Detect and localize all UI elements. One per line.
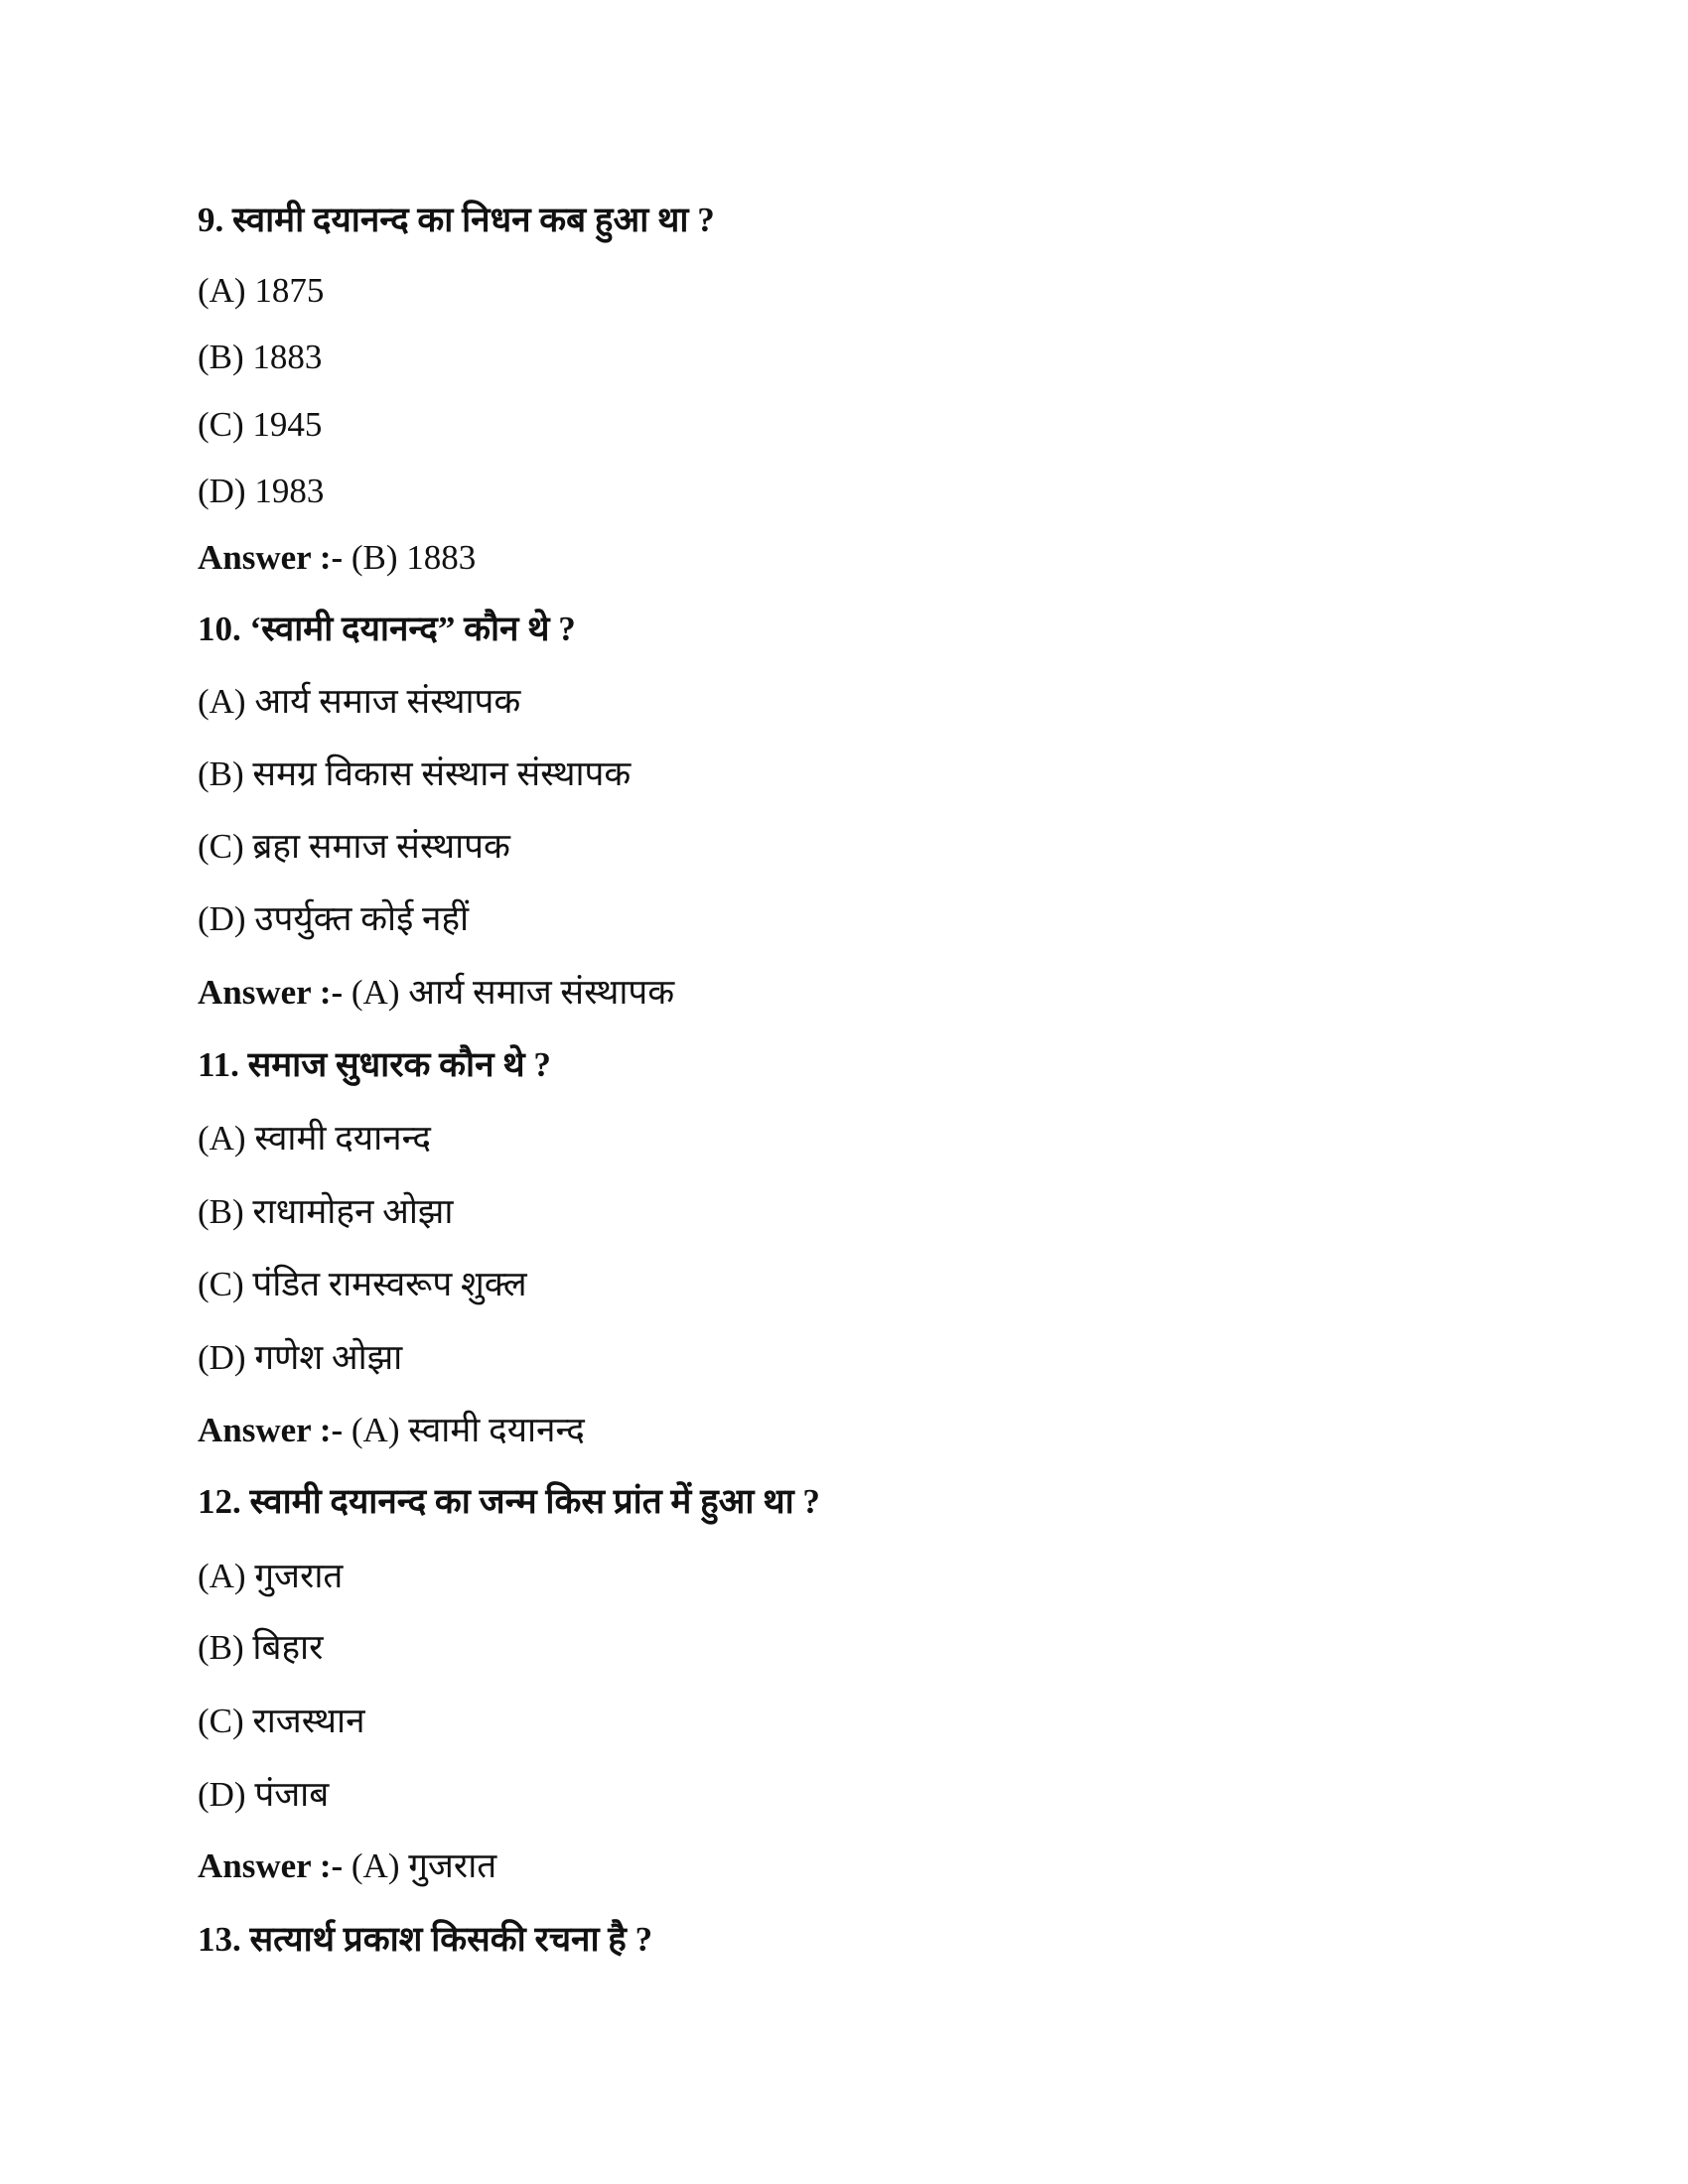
question-12-answer [198,1844,496,1888]
answer-value: (A) आर्य समाज संस्थापक [351,973,675,1012]
question-9-option-c: (C) 1945 [198,405,323,444]
question-13-title: 13. सत्यार्थ प्रकाश किसकी रचना है ? [198,1920,653,1959]
question-11-answer [198,1409,585,1452]
question-12-option-d: (D) पंजाब [198,1775,330,1814]
question-10-option-a: (A) आर्य समाज संस्थापक [198,682,521,721]
question-12-option-a: (A) गुजरात [198,1557,344,1595]
answer-value: (A) स्वामी दयानन्द [351,1411,585,1449]
answer-label: Answer :- [198,973,344,1012]
question-10-option-c: (C) ब्रहा समाज संस्थापक [198,827,510,866]
question-12-option-b: (B) बिहार [198,1628,324,1667]
question-10-option-b: (B) समग्र विकास संस्थान संस्थापक [198,754,632,793]
question-11-option-d: (D) गणेश ओझा [198,1338,403,1377]
question-9-option-a: (A) 1875 [198,271,325,310]
question-11-title: 11. समाज सुधारक कौन थे ? [198,1045,551,1084]
question-9-option-d: (D) 1983 [198,472,325,510]
answer-label: Answer :- [198,1846,344,1885]
question-9-option-b: (B) 1883 [198,338,323,376]
answer-label: Answer :- [198,538,344,577]
answer-value: (B) 1883 [351,538,477,577]
question-12-title: 12. स्वामी दयानन्द का जन्म किस प्रांत में हुआ था ? [198,1482,820,1521]
question-9-answer [198,536,476,580]
question-11-option-c: (C) पंडित रामस्वरूप शुक्ल [198,1265,527,1303]
answer-value: (A) गुजरात [351,1846,497,1885]
question-12-option-c: (C) राजस्थान [198,1702,365,1740]
question-9-title: 9. स्वामी दयानन्द का निधन कब हुआ था ? [198,201,715,239]
answer-label: Answer :- [198,1411,344,1449]
question-11-option-b: (B) राधामोहन ओझा [198,1192,454,1231]
question-10-answer [198,971,674,1015]
question-11-option-a: (A) स्वामी दयानन्द [198,1119,431,1158]
question-10-title: 10. ‘स्वामी दयानन्द” कौन थे ? [198,610,576,648]
question-10-option-d: (D) उपर्युक्त कोई नहीं [198,899,470,938]
